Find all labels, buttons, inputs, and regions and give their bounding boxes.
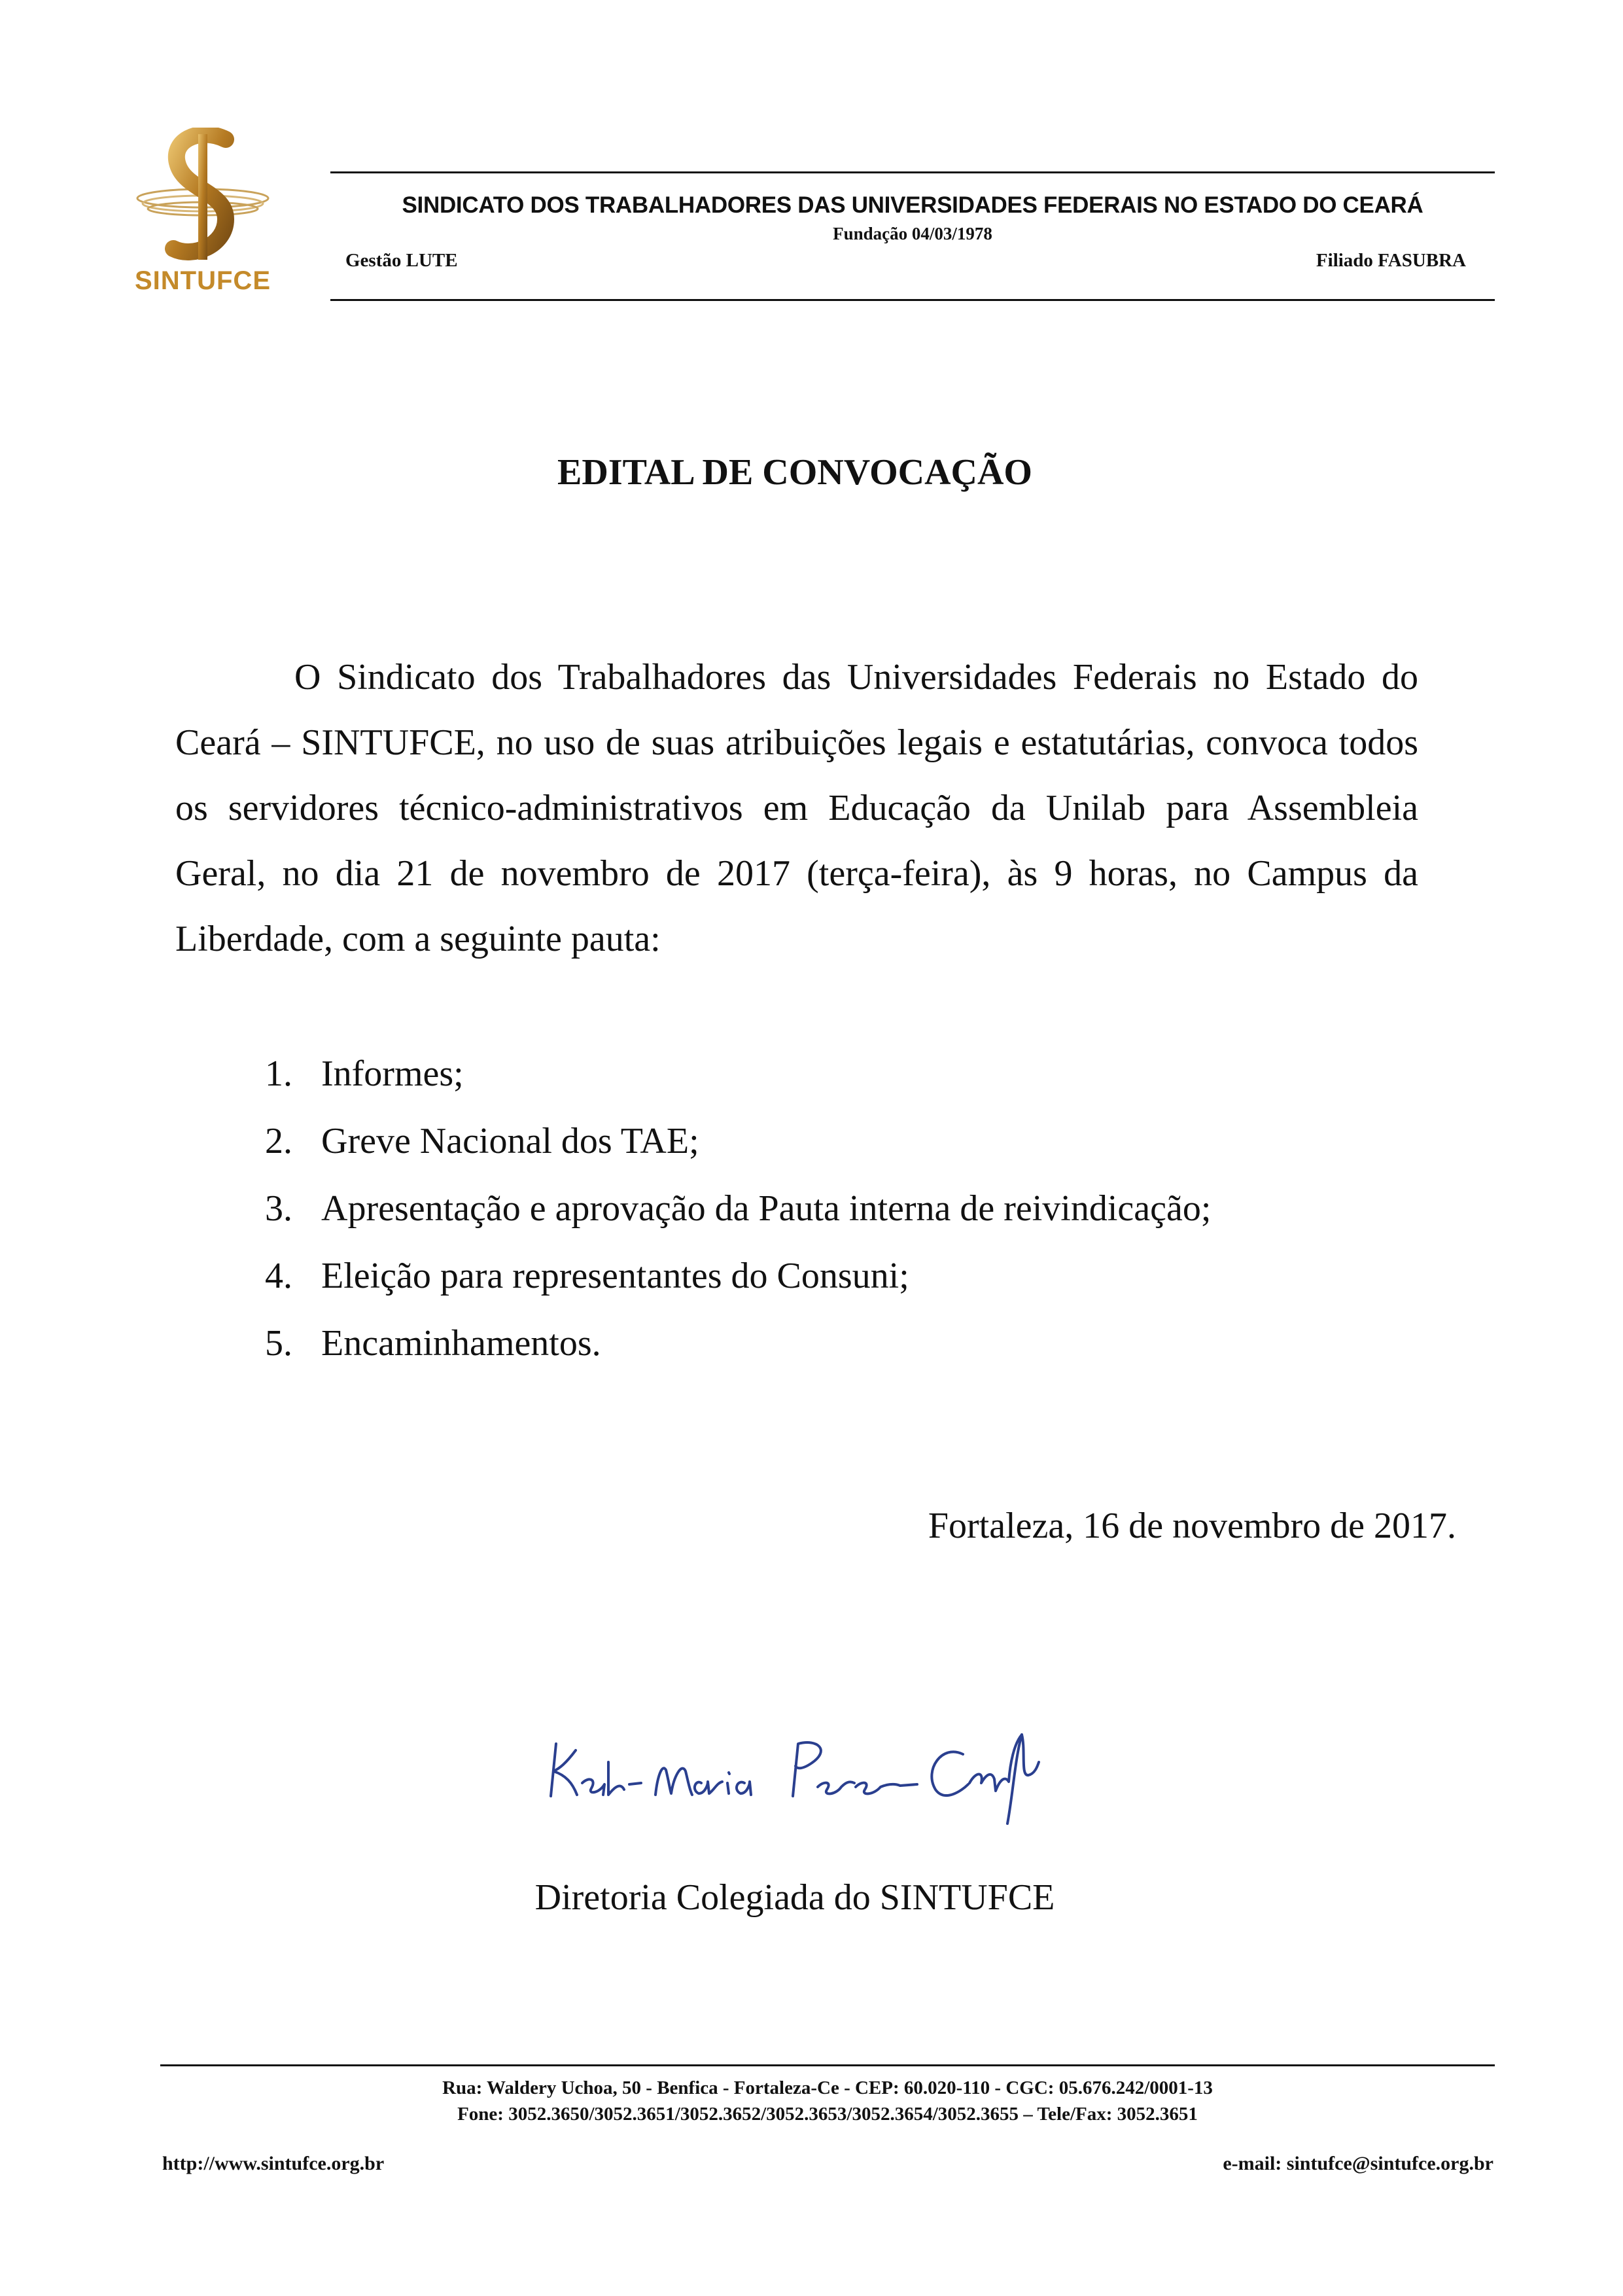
agenda-item-text: Informes; — [321, 1053, 464, 1094]
footer-website-link[interactable]: http://www.sintufce.org.br — [162, 2153, 385, 2174]
footer-address: Rua: Waldery Uchoa, 50 - Benfica - Fortaleza-Ce - CEP: 60.020-110 - CGC: 05.676.242/0001-13 — [442, 2077, 1213, 2098]
agenda-item — [265, 1175, 1211, 1243]
agenda-item-text: Greve Nacional dos TAE; — [321, 1121, 699, 1161]
sintufce-emblem-icon — [128, 128, 278, 265]
filiado-label: Filiado FASUBRA — [1316, 250, 1466, 271]
agenda-item — [265, 1243, 1211, 1310]
footer-email-link[interactable]: e-mail: sintufce@sintufce.org.br — [1223, 2153, 1493, 2174]
agenda-item-number: 1. — [265, 1053, 292, 1094]
gestao-label: Gestão LUTE — [345, 250, 458, 271]
header-bottom-rule — [330, 299, 1495, 301]
organization-name: SINDICATO DOS TRABALHADORES DAS UNIVERSIDADES FEDERAIS NO ESTADO DO CEARÁ — [402, 192, 1423, 218]
footer-rule — [160, 2064, 1495, 2066]
agenda-item-text: Apresentação e aprovação da Pauta interna de reivindicação; — [321, 1188, 1212, 1229]
agenda-item-number: 3. — [265, 1188, 292, 1229]
document-title: EDITAL DE CONVOCAÇÃO — [557, 452, 1032, 493]
agenda-item-number: 4. — [265, 1256, 292, 1296]
handwritten-signature — [536, 1698, 1060, 1829]
agenda-item — [265, 1040, 1211, 1108]
header-top-rule — [330, 171, 1495, 173]
logo-text: SINTUFCE — [135, 266, 271, 295]
signatory-name: Diretoria Colegiada do SINTUFCE — [534, 1877, 1055, 1918]
agenda-item-text: Eleição para representantes do Consuni; — [321, 1256, 909, 1296]
date-line: Fortaleza, 16 de novembro de 2017. — [928, 1506, 1456, 1546]
agenda-item — [265, 1310, 1211, 1377]
agenda-item-number: 2. — [265, 1121, 292, 1161]
founded-date: Fundação 04/03/1978 — [833, 224, 992, 243]
footer-phones: Fone: 3052.3650/3052.3651/3052.3652/3052.3653/3052.3654/3052.3655 – Tele/Fax: 3052.3651 — [457, 2104, 1198, 2125]
agenda-item-number: 5. — [265, 1323, 292, 1364]
convocation-paragraph: O Sindicato dos Trabalhadores das Universidades Federais no Estado do Ceará – SINTUFCE, no uso de suas atribuições legais e estatutárias, convoca todos os servidores técnico-administrativos em Educação da Unilab para Assembleia Geral, no dia 21 de novembro de 2017 (terça-feira), às 9 horas, no Campus da Liberdade, com a seguinte pauta: — [175, 657, 1418, 959]
agenda-list — [265, 1040, 1211, 1377]
agenda-item — [265, 1108, 1211, 1175]
agenda-item-text: Encaminhamentos. — [321, 1323, 601, 1364]
sintufce-logo — [128, 128, 278, 304]
signature-icon — [536, 1698, 1060, 1829]
